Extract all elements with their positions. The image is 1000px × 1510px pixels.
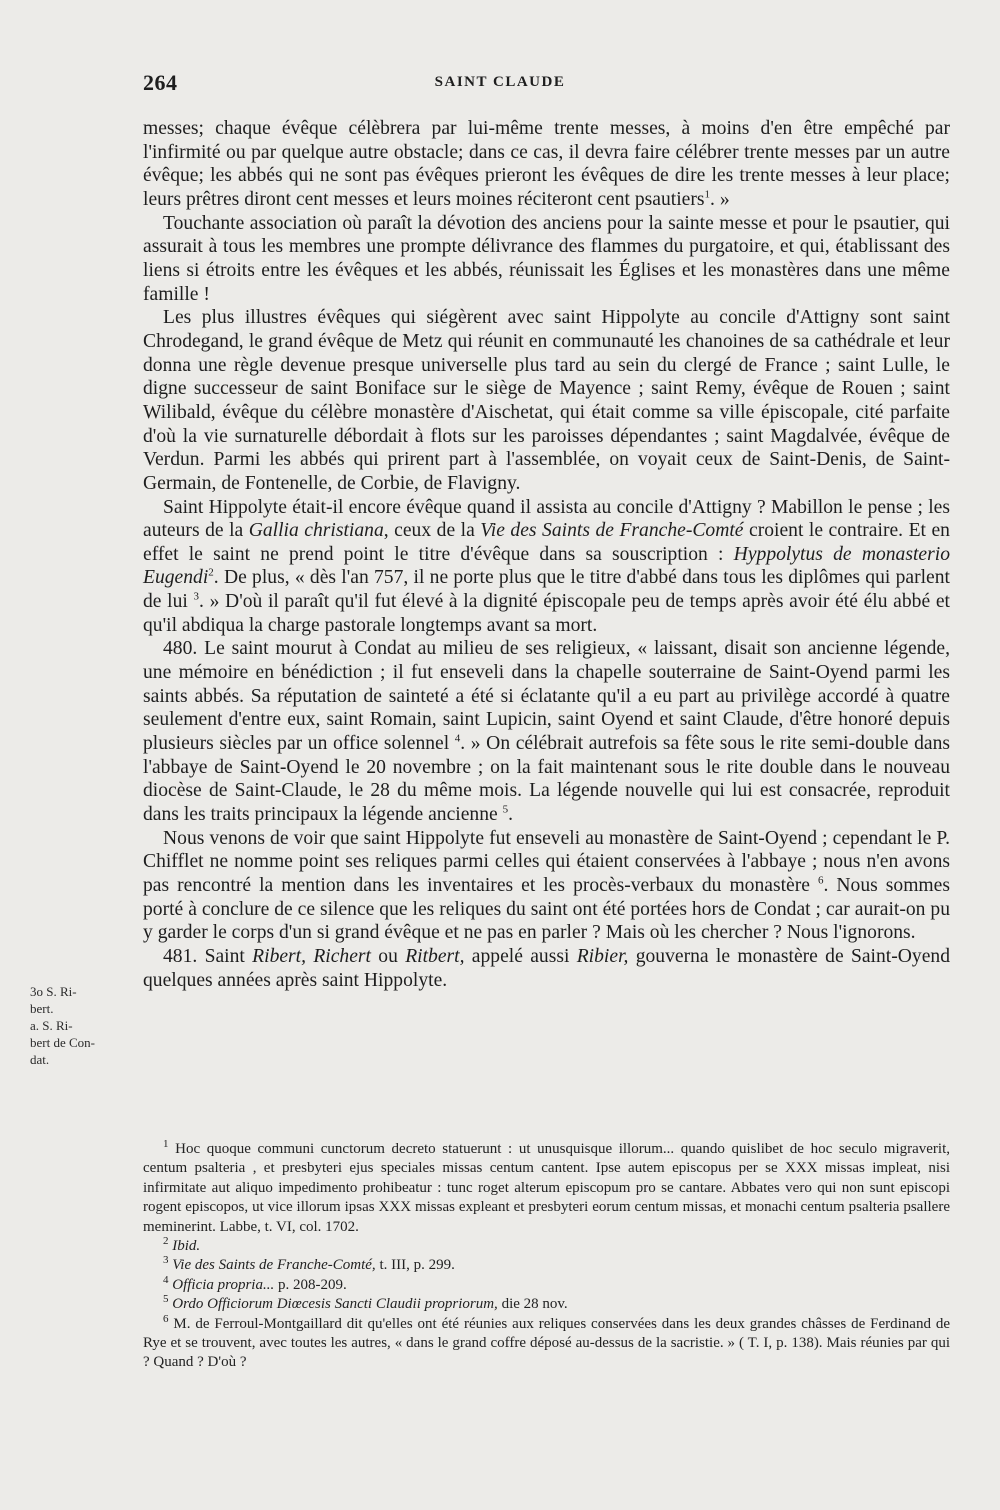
italic-title: Vie des Saints de Franche-Comté bbox=[480, 520, 744, 542]
paragraph-text: . » On célébrait autrefois sa fête sous le rite semi-double dans l'abbaye de Saint-Oyend le 20 novembre ; on la fait maintenant sous le rite double dans le nouveau diocèse de Saint-Claude, le 28 du même mois. La légende nouvelle qui lui est consacrée, reproduit dans les traits principaux la légende ancienne bbox=[143, 733, 950, 826]
paragraph-text: Les plus illustres évêques qui siégèrent avec saint Hippolyte au concile d'Attigny sont saint Chrodegand, le grand évêque de Metz qui réunit en communauté les chanoines de sa cathédrale et leur donna une règle devenue presque universelle plus tard au sein du clergé de France ; saint Lulle, le digne successeur de saint Boniface sur le siège de Mayence ; saint Remy, évêque de Rouen ; saint Wilibald, évêque du célèbre monastère d'Aischetat, qui était comme sa ville épiscopale, cité parfaite d'où la vie surnaturelle débordait à flots sur les paroisses dépendantes ; saint Magdalvée, évêque de Verdun. Parmi les abbés qui prirent part à l'assemblée, on voyait ceux de Saint-Denis, de Saint-Germain, de Fontenelle, de Corbie, de Flavigny. bbox=[143, 307, 950, 494]
footnote-text: t. III, p. 299. bbox=[375, 1257, 455, 1274]
margin-note-line: a. S. Ri- bbox=[30, 1018, 73, 1033]
paragraph-text: 480. Le saint mourut à Condat au milieu de ses religieux, « laissant, disait son ancienne légende, une mémoire en bénédiction ; il fut enseveli dans la chapelle souterraine de Saint-Oyend parmi les saints abbés. Sa réputation de sainteté a été si éclatante qu'il a eu part au privilège accordé à quatre seulement d'entre eux, saint Romain, saint Lupicin, saint Oyend et saint Claude, d'être honoré depuis plusieurs siècles par un office solennel bbox=[143, 638, 950, 755]
margin-note-line: dat. bbox=[30, 1052, 50, 1067]
paragraph-6 bbox=[143, 827, 950, 945]
footnotes bbox=[143, 1140, 950, 1373]
paragraph-text: messes; chaque évêque célèbrera par lui-même trente messes, à moins d'en être empêché par l'infirmité ou par quelque autre obstacle; dans ce cas, il devra faire célébrer trente messes par un autre évêque; les abbés qui ne sont pas évêques prieront les évêques de dire les trente messes à leur place; leurs prêtres diront cent messes et leurs moines réciteront cent psautiers bbox=[143, 118, 950, 210]
footnote-number: 6 bbox=[163, 1312, 169, 1325]
footnote-ref: 3 bbox=[193, 590, 200, 603]
footnote-3 bbox=[143, 1256, 950, 1275]
footnote-text: p. 208-209. bbox=[274, 1276, 347, 1293]
italic-quote: Hyppolytus de monasterio Eugendi bbox=[143, 543, 950, 589]
paragraph-text: Nous venons de voir que saint Hippolyte fut enseveli au monastère de Saint-Oyend ; cependant le P. Chifflet ne nomme point ses reliques parmi celles qui étaient conservées à l'abbaye ; nous n'en avons pas rencontré la mention dans les inventaires et les procès-verbaux du monastère bbox=[143, 827, 950, 896]
paragraph-text: . » bbox=[710, 188, 730, 210]
paragraph-2 bbox=[143, 212, 950, 307]
footnote-ref: 5 bbox=[502, 803, 509, 816]
main-text bbox=[143, 117, 950, 992]
paragraph-text: 481. Saint bbox=[163, 945, 253, 967]
footnote-title: Vie des Saints de Franche-Comté, bbox=[172, 1257, 376, 1274]
page-number: 264 bbox=[143, 70, 178, 95]
paragraph-3 bbox=[143, 306, 950, 495]
italic-name: Ribier, bbox=[576, 945, 629, 967]
footnote-text: M. de Ferroul-Montgaillard dit qu'elles ont été réunies aux reliques conservées dans les deux grandes châsses de Ferdinand de Rye et se trouvent, avec toutes les autres, « dans le grand coffre déposé au-dessus de la sacristie. » ( T. I, p. 138). Mais réunies par qui ? Quand ? D'où ? bbox=[143, 1315, 951, 1371]
footnote-number: 3 bbox=[163, 1254, 169, 1267]
footnote-number: 2 bbox=[163, 1235, 169, 1248]
footnote-title: Ibid. bbox=[172, 1238, 201, 1255]
paragraph-text: croient le contraire. Et en effet le saint ne prend point le titre d'évêque dans sa souscription : bbox=[143, 520, 950, 565]
footnote-4 bbox=[143, 1273, 950, 1295]
paragraph-text: . bbox=[508, 804, 514, 826]
paragraph-5 bbox=[143, 637, 950, 826]
footnote-ref: 1 bbox=[704, 188, 711, 201]
margin-note bbox=[30, 983, 130, 1068]
italic-name: Ribert, Richert bbox=[252, 945, 371, 967]
footnote-5 bbox=[143, 1295, 950, 1314]
footnote-ref: 6 bbox=[817, 874, 824, 887]
footnote-text: die 28 nov. bbox=[497, 1296, 568, 1313]
italic-title: Gallia christiana bbox=[248, 520, 384, 542]
paragraph-text: Touchante association où paraît la dévotion des anciens pour la sainte messe et pour le psautier, qui assurait à tous les membres une prompte délivrance des flammes du purgatoire, et qui, établissant des liens si étroits entre les évêques et les abbés, réunissait les Églises et les monastères dans une même famille ! bbox=[143, 212, 950, 305]
footnote-number: 5 bbox=[163, 1293, 169, 1306]
footnote-title: Officia propria... bbox=[172, 1276, 275, 1293]
margin-note-line: bert de Con- bbox=[30, 1035, 95, 1050]
paragraph-text: Saint Hippolyte était-il encore évêque quand il assista au concile d'Attigny ? Mabillon le pense ; les auteurs de la bbox=[143, 496, 950, 542]
footnote-number: 1 bbox=[163, 1138, 169, 1150]
paragraph-1 bbox=[143, 117, 950, 212]
footnote-text: Hoc quoque communi cunctorum decreto statuerunt : ut unusquisque illorum... quando quislibet de hoc seculo migraverit, centum psalteria , et presbyteri ejus speciales missas centum cantent. Ipse autem episcopus per se XXX missas impleat, nisi infirmitate aut aliquo impedimento prohibeatur : tunc roget alterum episcopum pro se cantare. Abbates vero qui non sunt episcopi rogent episcopos, ut vice illorum ipsas XXX missas expleant et presbyteri eorum centum missas, et monachi centum psalteria psallere meminerint. bbox=[143, 1141, 950, 1235]
paragraph-text: . Nous sommes porté à conclure de ce silence que les reliques du saint ont été portées hors de Condat ; car aurait-on pu y garder le corps d'un si grand évêque et ne pas en parler ? Mais où les chercher ? Nous l'ignorons. bbox=[143, 875, 950, 944]
footnote-ref: 2 bbox=[208, 566, 214, 579]
footnote-number: 4 bbox=[163, 1273, 169, 1286]
margin-note-line: 3o S. Ri- bbox=[30, 984, 77, 999]
paragraph-text: gouverna le monastère de Saint-Oyend quelques années après saint Hippolyte. bbox=[143, 945, 950, 991]
margin-note-line: bert. bbox=[30, 1001, 54, 1016]
italic-name: Ritbert, bbox=[405, 945, 465, 967]
footnote-6 bbox=[143, 1312, 951, 1373]
paragraph-text: appelé aussi bbox=[464, 945, 577, 967]
paragraph-text: . » D'où il paraît qu'il fut élevé à la dignité épiscopale peu de temps après avoir été élu abbé et qu'il abdiqua la charge pastorale longtemps avant sa mort. bbox=[143, 591, 950, 636]
running-head: SAINT CLAUDE bbox=[434, 74, 566, 90]
paragraph-7 bbox=[143, 945, 950, 992]
footnote-reference: Labbe, t. VI, col. 1702. bbox=[219, 1218, 359, 1235]
paragraph-text: . De plus, « dès l'an 757, il ne porte plus que le titre d'abbé dans tous les diplômes qui parlent de lui bbox=[143, 567, 950, 613]
footnote-title: Ordo Officiorum Diœcesis Sancti Claudii propriorum, bbox=[172, 1296, 498, 1313]
paragraph-text: , ceux de la bbox=[383, 520, 481, 542]
footnote-1 bbox=[143, 1140, 950, 1237]
paragraph-text: ou bbox=[371, 945, 406, 967]
footnote-2 bbox=[143, 1237, 950, 1256]
footnote-ref: 4 bbox=[454, 732, 461, 745]
paragraph-4 bbox=[143, 496, 950, 638]
